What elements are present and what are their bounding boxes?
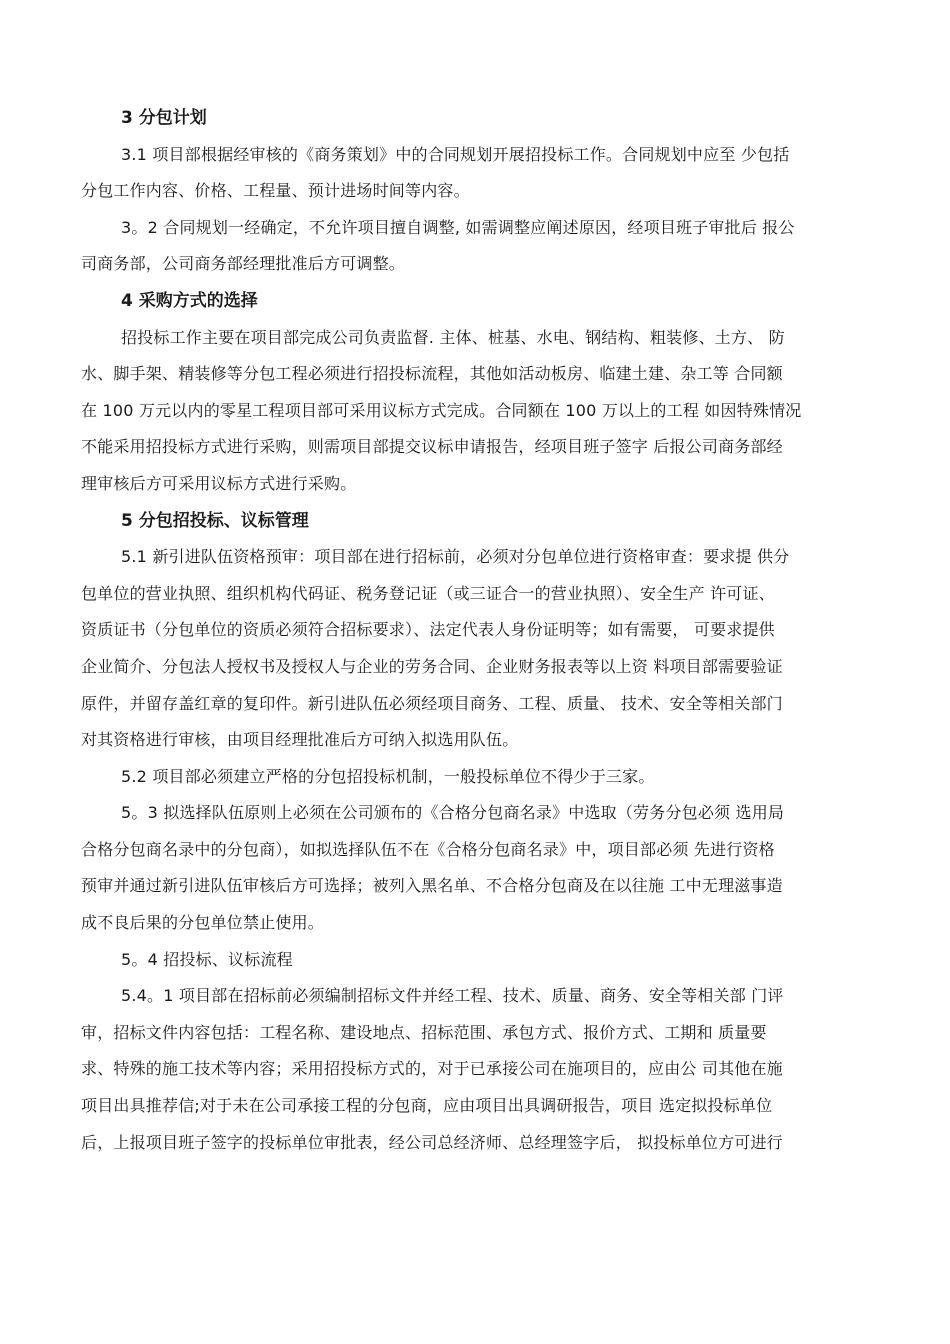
text-line: 资质证书（分包单位的资质必须符合招标要求）、法定代表人身份证明等；如有需要， 可要求提供	[81, 620, 775, 640]
text-line: 预审并通过新引进队伍审核后方可选择；被列入黑名单、不合格分包商及在以往施 工中无理滋事造	[81, 876, 783, 896]
document-body	[81, 100, 877, 1161]
text-line: 求、特殊的施工技术等内容；采用招投标方式的，对于已承接公司在施项目的，应由公 司其他在施	[81, 1059, 783, 1079]
paragraph-4-1	[81, 320, 877, 503]
text-line: 3.1 项目部根据经审核的《商务策划》中的合同规划开展招投标工作。合同规划中应至 少包括	[121, 144, 790, 164]
paragraph-5-4-1	[81, 978, 877, 1161]
text-line: 包单位的营业执照、组织机构代码证、税务登记证（或三证合一的营业执照）、安全生产 许可证、	[81, 583, 775, 603]
text-line: 招投标工作主要在项目部完成公司负责监督. 主体、桩基、水电、钢结构、粗装修、土方、 防	[121, 327, 785, 347]
text-line: 水、脚手架、精装修等分包工程必须进行招投标流程，其他如活动板房、临建土建、杂工等 合同额	[81, 364, 783, 384]
text-line: 对其资格进行审核，由项目经理批准后方可纳入拟选用队伍。	[81, 730, 519, 750]
section-heading-5: 5 分包招投标、议标管理	[121, 510, 309, 531]
text-line: 5。4 招投标、议标流程	[121, 949, 293, 969]
text-line: 成不良后果的分包单位禁止使用。	[81, 913, 325, 933]
paragraph-5-4	[81, 942, 877, 979]
section-heading-3: 3 分包计划	[121, 108, 207, 128]
text-line: 5.1 新引进队伍资格预审：项目部在进行招标前，必须对分包单位进行资格审查：要求提 供分	[121, 547, 790, 567]
text-line: 司商务部，公司商务部经理批准后方可调整。	[81, 254, 406, 274]
text-line: 后，上报项目班子签字的投标单位审批表，经公司总经济师、总经理签字后， 拟投标单位方可进行	[81, 1132, 783, 1152]
text-line: 原件，并留存盖红章的复印件。新引进队伍必须经项目商务、工程、质量、 技术、安全等相关部门	[81, 693, 783, 713]
paragraph-3-1	[81, 137, 877, 210]
text-line: 项目出具推荐信;对于未在公司承接工程的分包商，应由项目出具调研报告，项目 选定拟投标单位	[81, 1096, 773, 1116]
text-line: 在 100 万元以内的零星工程项目部可采用议标方式完成。合同额在 100 万以上的工程 如因特殊情况	[81, 400, 802, 420]
text-line: 审，招标文件内容包括：工程名称、建设地点、招标范围、承包方式、报价方式、工期和 质量要	[81, 1022, 767, 1042]
section-heading-4: 4 采购方式的选择	[121, 290, 258, 311]
text-line: 分包工作内容、价格、工程量、预计进场时间等内容。	[81, 181, 470, 201]
text-line: 企业简介、分包法人授权书及授权人与企业的劳务合同、企业财务报表等以上资 料项目部需要验证	[81, 656, 783, 676]
paragraph-3-2	[81, 210, 877, 283]
text-line: 不能采用招投标方式进行采购，则需项目部提交议标申请报告，经项目班子签字 后报公司商务部经	[81, 437, 783, 457]
paragraph-5-1	[81, 539, 877, 759]
paragraph-5-3	[81, 795, 877, 941]
text-line: 理审核后方可采用议标方式进行采购。	[81, 473, 357, 493]
paragraph-5-2	[81, 759, 877, 796]
text-line: 5.4。1 项目部在招标前必须编制招标文件并经工程、技术、质量、商务、安全等相关部 门评	[121, 986, 784, 1006]
text-line: 5.2 项目部必须建立严格的分包招投标机制，一般投标单位不得少于三家。	[121, 766, 655, 786]
text-line: 合格分包商名录中的分包商），如拟选择队伍不在《合格分包商名录》中，项目部必须 先进行资格	[81, 839, 775, 859]
text-line: 5。3 拟选择队伍原则上必须在公司颁布的《合格分包商名录》中选取（劳务分包必须 选用局	[121, 803, 785, 823]
text-line: 3。2 合同规划一经确定，不允许项目擅自调整, 如需调整应阐述原因，经项目班子审批后 报公	[121, 217, 795, 237]
